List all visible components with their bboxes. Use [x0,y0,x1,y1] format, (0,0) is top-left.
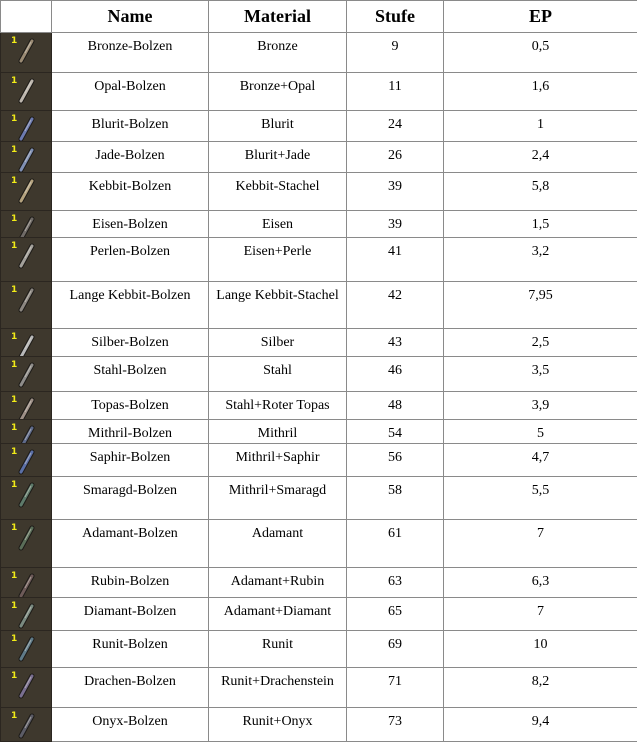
opal-bolt-icon [14,77,38,105]
table-row [1,73,637,111]
item-name: Runit-Bolzen [52,631,209,668]
item-quantity: 1 [11,115,17,124]
item-xp: 5,8 [444,173,637,211]
item-quantity: 1 [11,333,17,342]
item-quantity: 1 [11,481,17,490]
item-name: Onyx-Bolzen [52,708,209,742]
item-name: Diamant-Bolzen [52,598,209,631]
table-row [1,420,637,444]
item-level: 54 [347,420,444,444]
item-quantity: 1 [11,635,17,644]
item-material: Eisen+Perle [209,238,347,282]
topaz-bolt-icon [14,396,38,420]
steel-bolt-icon [14,361,38,389]
item-icon-cell [1,568,52,598]
item-icon-cell [1,329,52,357]
item-quantity: 1 [11,37,17,46]
item-name: Blurit-Bolzen [52,111,209,142]
item-material: Runit [209,631,347,668]
item-material: Bronze [209,33,347,73]
item-xp: 7,95 [444,282,637,329]
item-xp: 0,5 [444,33,637,73]
item-quantity: 1 [11,146,17,155]
item-xp: 3,2 [444,238,637,282]
item-quantity: 1 [11,77,17,86]
item-material: Runit+Onyx [209,708,347,742]
item-material: Silber [209,329,347,357]
item-material: Adamant+Rubin [209,568,347,598]
header-icon [1,1,52,33]
item-icon-cell [1,420,52,444]
item-material: Mithril+Smaragd [209,477,347,520]
item-material: Adamant+Diamant [209,598,347,631]
bronze-bolt-icon [14,37,38,65]
item-quantity: 1 [11,672,17,681]
item-level: 26 [347,142,444,173]
item-level: 24 [347,111,444,142]
item-level: 56 [347,444,444,477]
kebbit-bolt-icon [14,177,38,205]
item-icon-cell [1,33,52,73]
item-name: Lange Kebbit-Bolzen [52,282,209,329]
item-level: 65 [347,598,444,631]
table-row [1,668,637,708]
item-xp: 2,4 [444,142,637,173]
item-xp: 6,3 [444,568,637,598]
item-xp: 4,7 [444,444,637,477]
item-name: Saphir-Bolzen [52,444,209,477]
ruby-bolt-icon [14,572,38,598]
item-level: 48 [347,392,444,420]
item-level: 42 [347,282,444,329]
item-material: Lange Kebbit-Stachel [209,282,347,329]
table-row [1,357,637,392]
item-quantity: 1 [11,572,17,581]
item-icon-cell [1,668,52,708]
item-material: Eisen [209,211,347,238]
item-xp: 7 [444,598,637,631]
item-level: 61 [347,520,444,568]
item-icon-cell [1,444,52,477]
header-xp: EP [444,1,637,33]
item-quantity: 1 [11,361,17,370]
item-xp: 9,4 [444,708,637,742]
emerald-bolt-icon [14,481,38,509]
table-row [1,329,637,357]
item-xp: 10 [444,631,637,668]
table-row [1,708,637,742]
item-level: 63 [347,568,444,598]
item-icon-cell [1,173,52,211]
item-name: Eisen-Bolzen [52,211,209,238]
item-quantity: 1 [11,396,17,405]
table-row [1,282,637,329]
pearl-bolt-icon [14,242,38,270]
item-xp: 5,5 [444,477,637,520]
header-material: Material [209,1,347,33]
item-quantity: 1 [11,712,17,721]
item-icon-cell [1,598,52,631]
item-level: 71 [347,668,444,708]
header-row [1,1,637,33]
item-name: Kebbit-Bolzen [52,173,209,211]
item-icon-cell [1,392,52,420]
item-icon-cell [1,238,52,282]
item-quantity: 1 [11,524,17,533]
rune-bolt-icon [14,635,38,663]
item-xp: 5 [444,420,637,444]
item-material: Blurit+Jade [209,142,347,173]
table-row [1,238,637,282]
table-row [1,631,637,668]
table-row [1,173,637,211]
item-quantity: 1 [11,448,17,457]
item-level: 46 [347,357,444,392]
table-row [1,142,637,173]
table-row [1,568,637,598]
item-icon-cell [1,477,52,520]
item-icon-cell [1,708,52,742]
item-quantity: 1 [11,602,17,611]
item-material: Mithril+Saphir [209,444,347,477]
item-xp: 1 [444,111,637,142]
item-xp: 8,2 [444,668,637,708]
item-material: Bronze+Opal [209,73,347,111]
item-material: Adamant [209,520,347,568]
table-row [1,392,637,420]
iron-bolt-icon [14,215,38,238]
blurite-bolt-icon [14,115,38,142]
item-name: Rubin-Bolzen [52,568,209,598]
item-xp: 2,5 [444,329,637,357]
item-icon-cell [1,282,52,329]
item-icon-cell [1,520,52,568]
mithril-bolt-icon [14,424,38,444]
item-quantity: 1 [11,286,17,295]
item-xp: 1,6 [444,73,637,111]
item-level: 58 [347,477,444,520]
item-icon-cell [1,211,52,238]
item-quantity: 1 [11,215,17,224]
item-level: 43 [347,329,444,357]
diamond-bolt-icon [14,602,38,630]
table-row [1,111,637,142]
table-row [1,444,637,477]
header-name: Name [52,1,209,33]
item-material: Blurit [209,111,347,142]
item-level: 9 [347,33,444,73]
item-xp: 3,5 [444,357,637,392]
item-icon-cell [1,631,52,668]
table-row [1,211,637,238]
item-icon-cell [1,73,52,111]
item-level: 69 [347,631,444,668]
item-material: Kebbit-Stachel [209,173,347,211]
item-icon-cell [1,357,52,392]
table-row [1,598,637,631]
item-name: Smaragd-Bolzen [52,477,209,520]
item-name: Stahl-Bolzen [52,357,209,392]
header-level: Stufe [347,1,444,33]
item-material: Stahl+Roter Topas [209,392,347,420]
table-row [1,520,637,568]
item-quantity: 1 [11,177,17,186]
item-name: Topas-Bolzen [52,392,209,420]
item-name: Bronze-Bolzen [52,33,209,73]
item-icon-cell [1,142,52,173]
onyx-bolt-icon [14,712,38,740]
adamant-bolt-icon [14,524,38,552]
item-material: Stahl [209,357,347,392]
item-level: 73 [347,708,444,742]
long-kebbit-bolt-icon [14,286,38,314]
item-name: Opal-Bolzen [52,73,209,111]
item-name: Adamant-Bolzen [52,520,209,568]
item-quantity: 1 [11,424,17,433]
item-xp: 1,5 [444,211,637,238]
item-name: Silber-Bolzen [52,329,209,357]
item-material: Runit+Drachenstein [209,668,347,708]
item-name: Drachen-Bolzen [52,668,209,708]
item-name: Mithril-Bolzen [52,420,209,444]
item-name: Perlen-Bolzen [52,238,209,282]
item-level: 39 [347,211,444,238]
item-quantity: 1 [11,242,17,251]
dragon-bolt-icon [14,672,38,700]
silver-bolt-icon [14,333,38,357]
item-icon-cell [1,111,52,142]
item-xp: 3,9 [444,392,637,420]
item-material: Mithril [209,420,347,444]
item-xp: 7 [444,520,637,568]
item-level: 41 [347,238,444,282]
item-level: 39 [347,173,444,211]
sapphire-bolt-icon [14,448,38,476]
jade-bolt-icon [14,146,38,173]
item-name: Jade-Bolzen [52,142,209,173]
table-row [1,33,637,73]
table-row [1,477,637,520]
item-level: 11 [347,73,444,111]
